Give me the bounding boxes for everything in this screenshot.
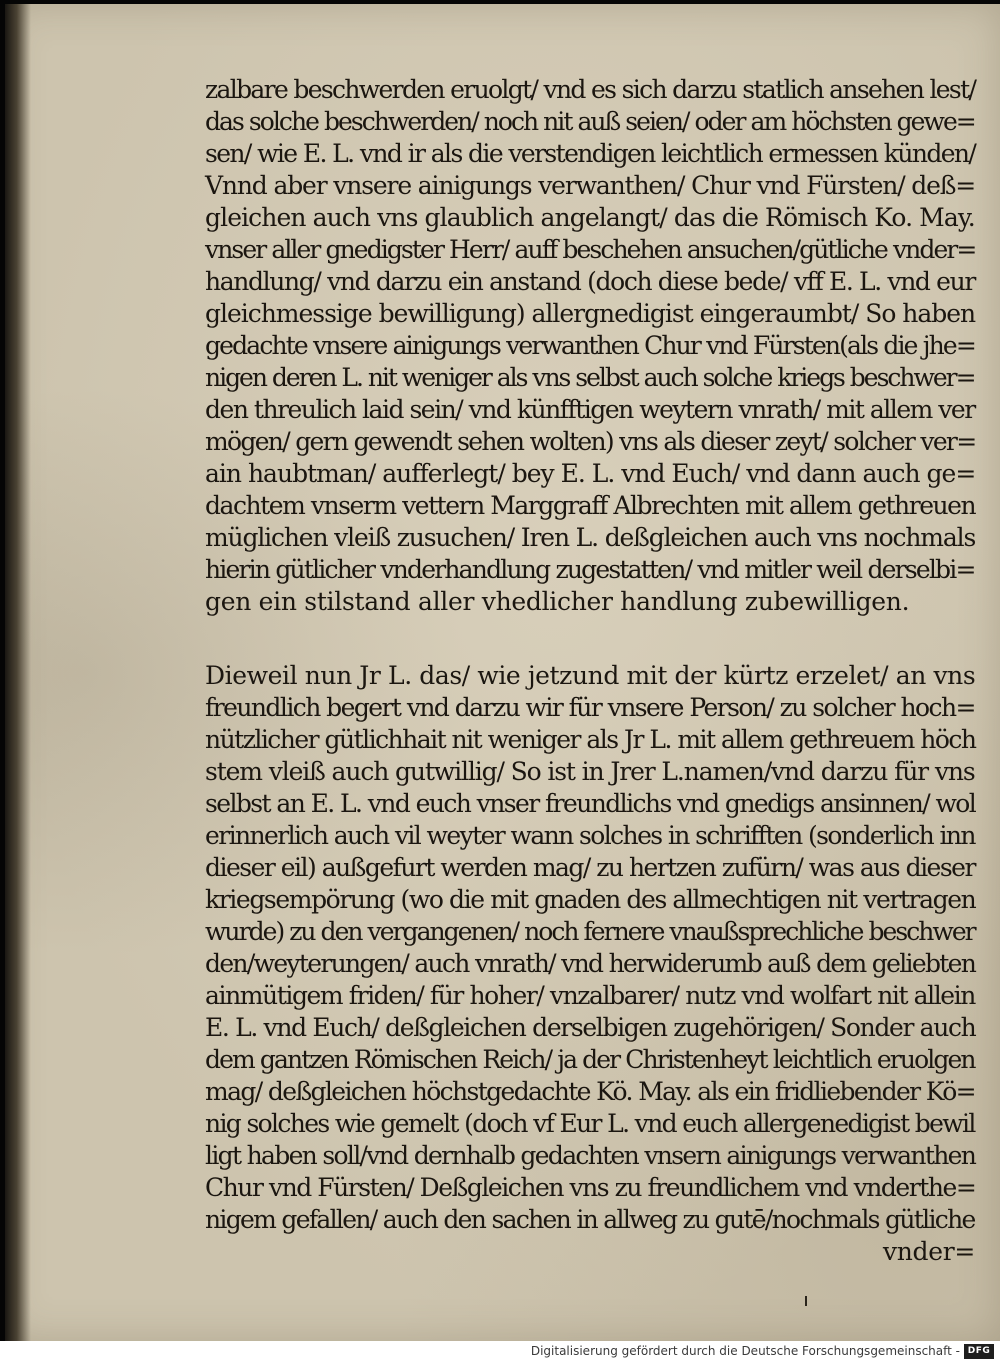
text-line: vnser aller gnedigster Herr/ auff beschehen ansuchen/gütliche vnder= xyxy=(205,235,976,264)
text-line: gedachte vnsere ainigungs verwanthen Chur vnd Fürsten(als die jhe= xyxy=(205,331,975,360)
text-line: mag/ deßgleichen höchstgedachte Kö. May. als ein fridliebender Kö= xyxy=(205,1077,975,1106)
text-line: Vnnd aber vnsere ainigungs verwanthen/ Chur vnd Fürsten/ deß= xyxy=(205,171,976,200)
catchword: vnder= xyxy=(882,1237,975,1266)
text-line: gleichmessige bewilligung) allergnedigist eingeraumbt/ So haben xyxy=(205,299,976,328)
text-line: handlung/ vnd darzu ein anstand (doch diese bede/ vff E. L. vnd eur xyxy=(205,267,975,296)
text-line: E. L. vnd Euch/ deßgleichen derselbigen zugehörigen/ Sonder auch xyxy=(205,1013,976,1042)
text-line: Chur vnd Fürsten/ Deßgleichen vns zu freundlichem vnd vnderthe= xyxy=(205,1173,976,1202)
page-text-block xyxy=(205,74,975,1268)
text-line: ligt haben soll/vnd dernhalb gedachten vnsern ainigungs verwanthen xyxy=(205,1141,976,1170)
text-line: mögen/ gern gewendt sehen wolten) vns als dieser zeyt/ solcher ver= xyxy=(205,427,976,456)
text-line: kriegsempörung (wo die mit gnaden des allmechtigen nit vertragen xyxy=(205,885,976,914)
text-line: dem gantzen Römischen Reich/ ja der Christenheyt leichtlich eruolgen xyxy=(205,1045,975,1074)
paragraph-start-line: Dieweil nun Jr L. das/ wie jetzund mit der kürtz erzelet/ an vns xyxy=(205,661,976,690)
text-line: sen/ wie E. L. vnd ir als die verstendigen leichtlich ermessen künden/ xyxy=(205,139,976,168)
text-line: erinnerlich auch vil weyter wann solches in schrifften (sonderlich inn xyxy=(205,821,975,850)
text-line: zalbare beschwerden eruolgt/ vnd es sich darzu statlich ansehen lest/ xyxy=(205,75,976,104)
dfg-logo-icon: DFG xyxy=(964,1344,994,1359)
text-line: ain haubtman/ aufferlegt/ bey E. L. vnd Euch/ vnd dann auch ge= xyxy=(205,459,976,488)
text-line: das solche beschwerden/ noch nit auß seien/ oder am höchsten gewe= xyxy=(205,107,975,136)
text-line: wurde) zu den vergangenen/ noch fernere vnaußsprechliche beschwer xyxy=(205,917,975,946)
text-line: gleichen auch vns glaublich angelangt/ das die Römisch Ko. May. xyxy=(205,203,975,232)
text-line: freundlich begert vnd darzu wir für vnsere Person/ zu solcher hoch= xyxy=(205,693,975,722)
text-line: gen ein stilstand aller vhedlicher handlung zubewilligen. xyxy=(205,587,910,616)
text-line: hierin gütlicher vnderhandlung zugestatten/ vnd mitler weil derselbi= xyxy=(205,555,975,584)
ink-speck xyxy=(805,1296,807,1306)
text-line: dachtem vnserm vettern Marggraff Albrechten mit allem gethreuen xyxy=(205,491,976,520)
text-line: ainmütigem friden/ für hoher/ vnzalbarer/ nutz vnd wolfart nit allein xyxy=(205,981,975,1010)
funding-notice: Digitalisierung gefördert durch die Deutsche Forschungsgemeinschaft - xyxy=(530,1344,960,1358)
text-line: nigen deren L. nit weniger als vns selbst auch solche kriegs beschwer= xyxy=(205,363,975,392)
text-line: den/weyterungen/ auch vnrath/ vnd herwiderumb auß dem geliebten xyxy=(205,949,976,978)
text-line: nig solches wie gemelt (doch vf Eur L. vnd euch allergenedigist bewil xyxy=(205,1109,975,1138)
text-line: dieser eil) außgefurt werden mag/ zu hertzen zufürn/ was aus dieser xyxy=(205,853,975,882)
text-line: nigem gefallen/ auch den sachen in allweg zu gutē/nochmals gütliche xyxy=(205,1205,975,1234)
text-line: nützlicher gütlichhait nit weniger als Jr L. mit allem gethreuem höch xyxy=(205,725,976,754)
page-gutter-shadow xyxy=(5,4,31,1341)
footer-bar xyxy=(0,1341,1000,1363)
text-line: stem vleiß auch gutwillig/ So ist in Jrer L.namen/vnd darzu für vns xyxy=(205,757,975,786)
scanned-page xyxy=(5,4,1000,1341)
text-line: müglichen vleiß zusuchen/ Iren L. deßgleichen auch vns nochmals xyxy=(205,523,976,552)
text-line: den threulich laid sein/ vnd künfftigen weytern vnrath/ mit allem ver xyxy=(205,395,975,424)
text-line: selbst an E. L. vnd euch vnser freundlichs vnd gnedigs ansinnen/ wol xyxy=(205,789,976,818)
